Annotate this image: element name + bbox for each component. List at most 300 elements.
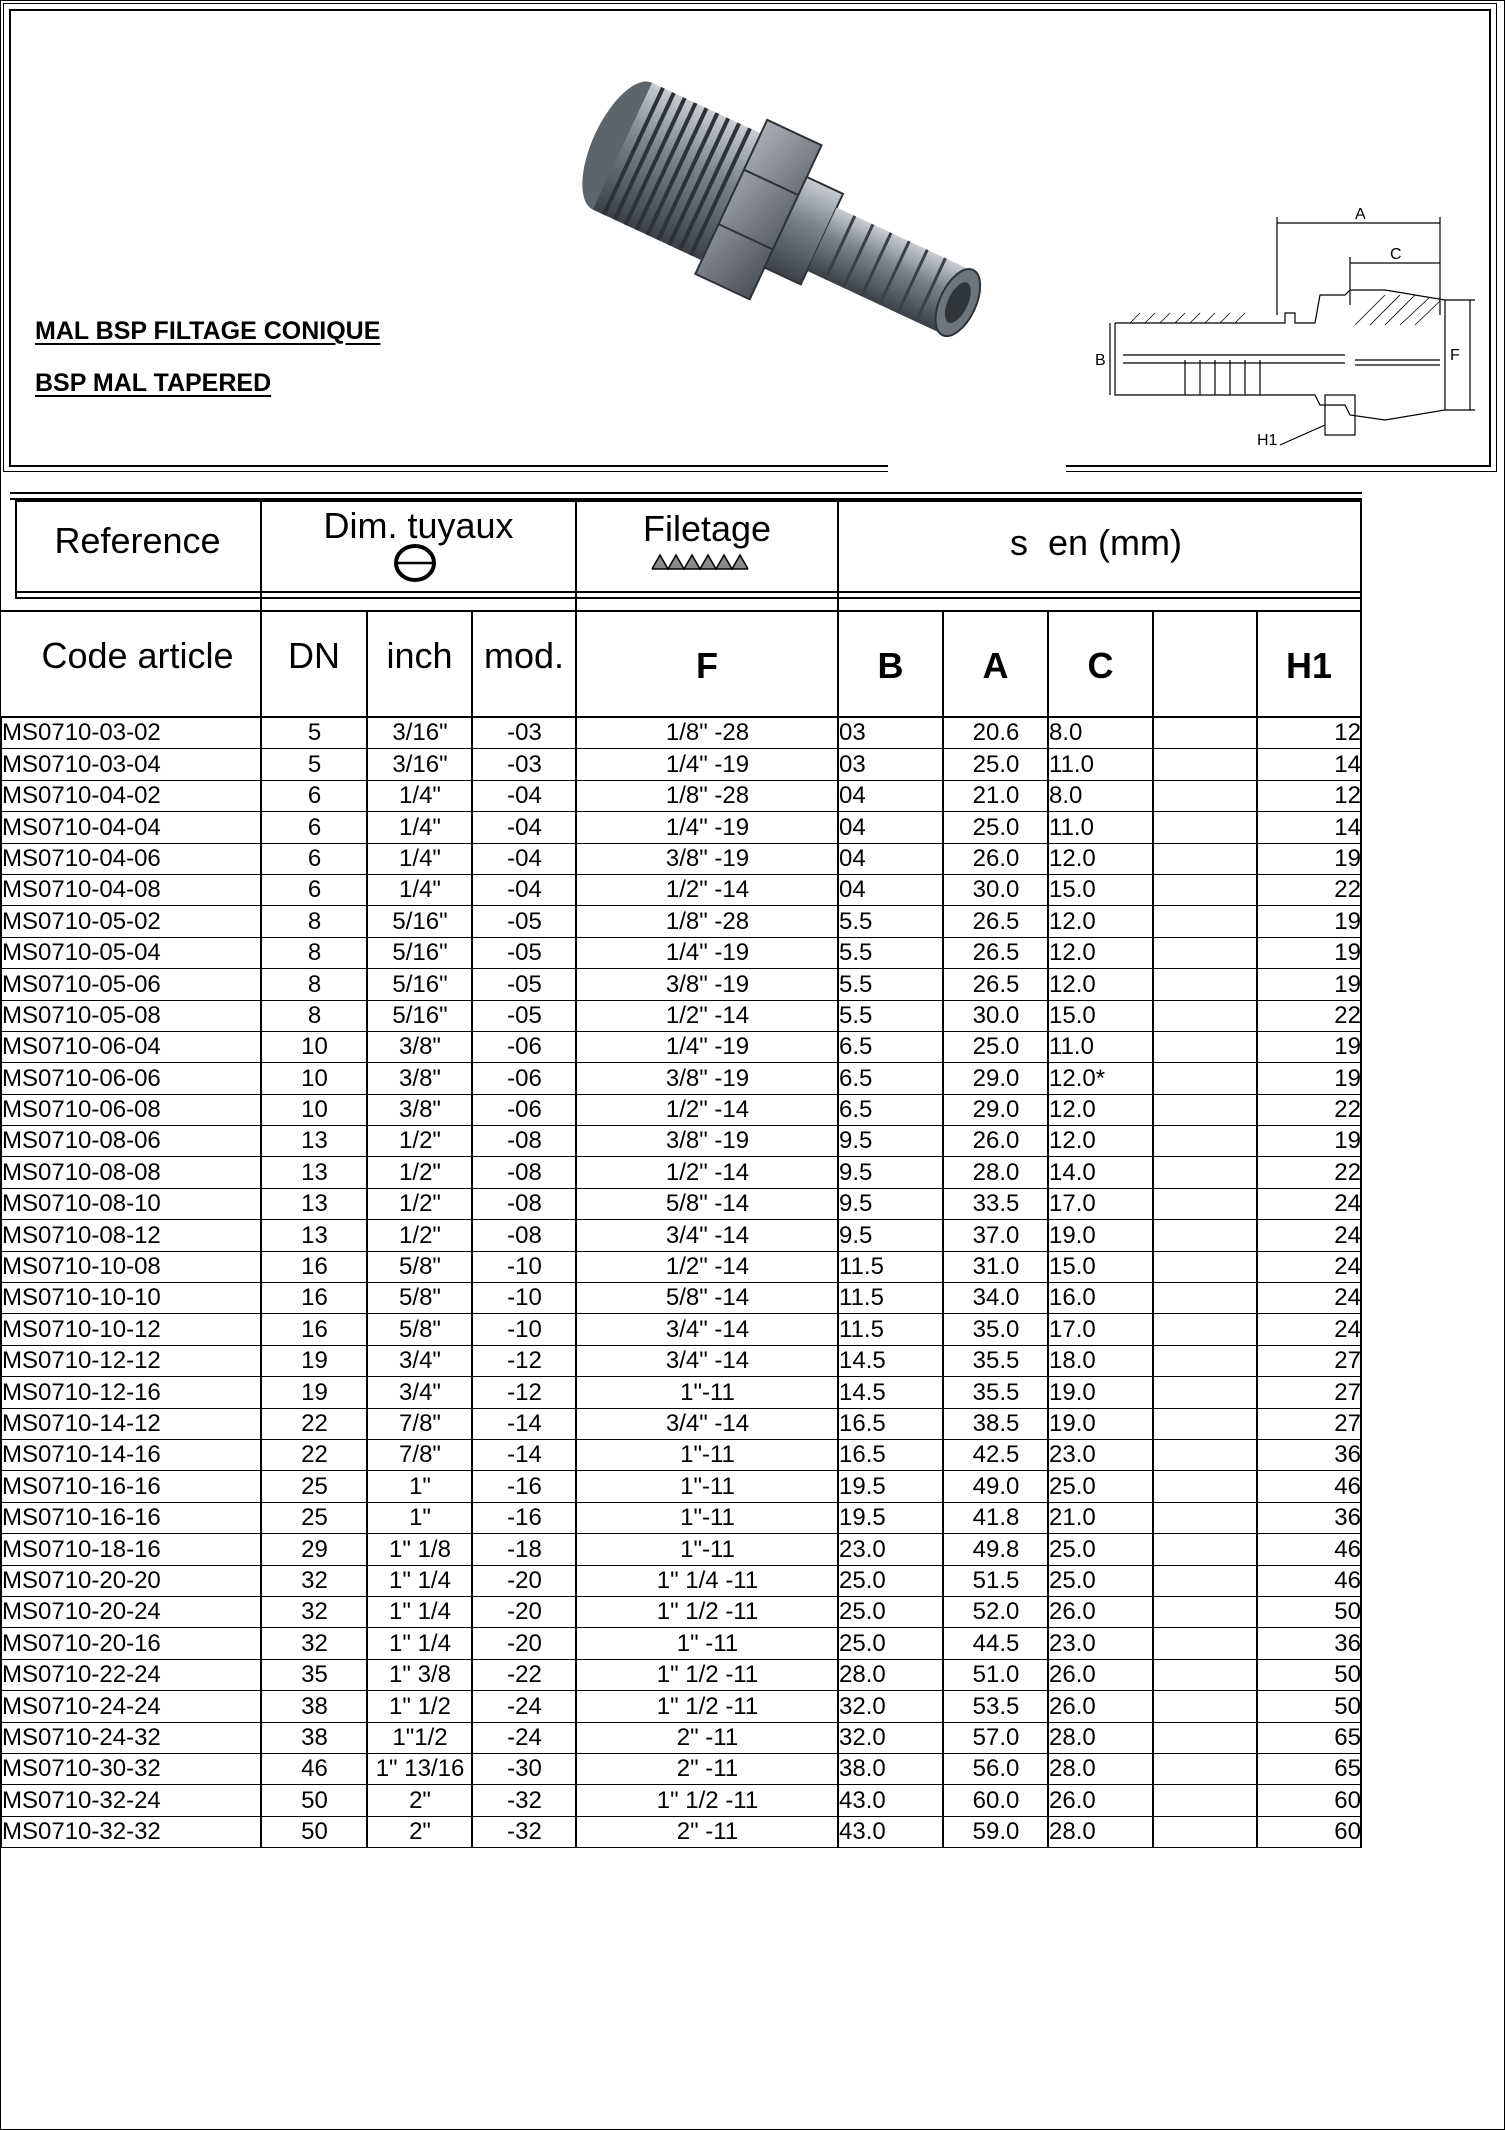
cell-blank — [1154, 1408, 1258, 1439]
cell-blank — [1154, 780, 1258, 811]
cell-b: 04 — [839, 874, 944, 905]
cell-dn: 8 — [262, 937, 368, 968]
cell-code: MS0710-08-06 — [2, 1126, 262, 1157]
header-inch: inch — [386, 635, 453, 676]
cell-b: 04 — [839, 812, 944, 843]
cell-mod: -24 — [473, 1691, 577, 1722]
cell-c: 15.0 — [1049, 1000, 1154, 1031]
cell-blank — [1154, 843, 1258, 874]
cell-mod: -12 — [473, 1345, 577, 1376]
header-dn: DN — [288, 635, 340, 676]
cell-code: MS0710-16-16 — [2, 1502, 262, 1533]
cell-b: 9.5 — [839, 1126, 944, 1157]
cell-dn: 32 — [262, 1565, 368, 1596]
cell-h1: 60 — [1258, 1816, 1362, 1847]
cell-a: 29.0 — [944, 1094, 1049, 1125]
cell-blank — [1154, 1251, 1258, 1282]
cell-mod: -04 — [473, 843, 577, 874]
cell-b: 03 — [839, 718, 944, 749]
cell-dn: 19 — [262, 1377, 368, 1408]
cell-dn: 13 — [262, 1220, 368, 1251]
cell-code: MS0710-05-08 — [2, 1000, 262, 1031]
cell-f: 1"-11 — [577, 1502, 839, 1533]
header-filetage: Filetage — [642, 508, 772, 549]
table-row — [2, 1157, 1362, 1188]
table-row — [2, 1753, 1362, 1784]
cell-f: 3/4" -14 — [577, 1314, 839, 1345]
cell-a: 30.0 — [944, 1000, 1049, 1031]
rule — [15, 591, 1362, 593]
table-row — [2, 1188, 1362, 1219]
table-row — [2, 780, 1362, 811]
rule — [10, 492, 1362, 494]
cell-blank — [1154, 1659, 1258, 1690]
cell-c: 25.0 — [1049, 1534, 1154, 1565]
cell-h1: 22 — [1258, 1000, 1362, 1031]
cell-inch: 3/4" — [368, 1345, 473, 1376]
cell-dn: 6 — [262, 843, 368, 874]
cell-inch: 5/8" — [368, 1314, 473, 1345]
cell-inch: 1/2" — [368, 1188, 473, 1219]
cell-code: MS0710-04-02 — [2, 780, 262, 811]
cell-b: 23.0 — [839, 1534, 944, 1565]
table-row — [2, 874, 1362, 905]
cell-c: 12.0 — [1049, 906, 1154, 937]
cell-mod: -08 — [473, 1220, 577, 1251]
cell-b: 32.0 — [839, 1691, 944, 1722]
cell-a: 41.8 — [944, 1502, 1049, 1533]
header-a: A — [982, 645, 1009, 686]
table-row — [2, 1314, 1362, 1345]
cell-dn: 6 — [262, 874, 368, 905]
cell-code: MS0710-05-04 — [2, 937, 262, 968]
cell-mod: -05 — [473, 937, 577, 968]
cell-blank — [1154, 1000, 1258, 1031]
cell-dn: 32 — [262, 1628, 368, 1659]
cell-b: 28.0 — [839, 1659, 944, 1690]
cell-dn: 16 — [262, 1283, 368, 1314]
cell-mod: -10 — [473, 1314, 577, 1345]
cell-h1: 22 — [1258, 874, 1362, 905]
cell-f: 2" -11 — [577, 1753, 839, 1784]
cell-f: 1"-11 — [577, 1377, 839, 1408]
cell-dn: 8 — [262, 1000, 368, 1031]
cell-h1: 19 — [1258, 1126, 1362, 1157]
cell-a: 42.5 — [944, 1439, 1049, 1470]
cell-b: 9.5 — [839, 1157, 944, 1188]
cell-h1: 12 — [1258, 718, 1362, 749]
cell-blank — [1154, 1471, 1258, 1502]
cell-f: 3/4" -14 — [577, 1345, 839, 1376]
table-row — [2, 1596, 1362, 1627]
cell-a: 37.0 — [944, 1220, 1049, 1251]
cell-f: 1/2" -14 — [577, 874, 839, 905]
cell-blank — [1154, 906, 1258, 937]
cell-mod: -14 — [473, 1408, 577, 1439]
table-row — [2, 1439, 1362, 1470]
header-c: C — [1087, 645, 1114, 686]
drawing-label-f: F — [1450, 347, 1460, 364]
table-row — [2, 969, 1362, 1000]
cell-a: 35.5 — [944, 1377, 1049, 1408]
cell-f: 1" 1/2 -11 — [577, 1659, 839, 1690]
table-row — [2, 1471, 1362, 1502]
cell-c: 15.0 — [1049, 1251, 1154, 1282]
cell-inch: 1" 1/8 — [368, 1534, 473, 1565]
cell-f: 3/8" -19 — [577, 1063, 839, 1094]
cell-inch: 5/8" — [368, 1251, 473, 1282]
cell-dn: 10 — [262, 1063, 368, 1094]
cell-b: 5.5 — [839, 906, 944, 937]
cell-dn: 35 — [262, 1659, 368, 1690]
cell-mod: -24 — [473, 1722, 577, 1753]
cell-a: 60.0 — [944, 1785, 1049, 1816]
cell-b: 19.5 — [839, 1471, 944, 1502]
cell-mod: -08 — [473, 1157, 577, 1188]
cell-f: 1/4" -19 — [577, 812, 839, 843]
header-reference: Reference — [54, 520, 221, 561]
cell-h1: 19 — [1258, 1031, 1362, 1062]
cell-mod: -08 — [473, 1126, 577, 1157]
cell-a: 26.5 — [944, 969, 1049, 1000]
table-row — [2, 1220, 1362, 1251]
cell-dn: 16 — [262, 1251, 368, 1282]
cell-code: MS0710-18-16 — [2, 1534, 262, 1565]
cell-b: 43.0 — [839, 1785, 944, 1816]
cell-mod: -06 — [473, 1031, 577, 1062]
cell-c: 12.0 — [1049, 969, 1154, 1000]
cell-b: 11.5 — [839, 1314, 944, 1345]
cell-dn: 5 — [262, 749, 368, 780]
table-row — [2, 1377, 1362, 1408]
cell-code: MS0710-04-06 — [2, 843, 262, 874]
table-row — [2, 1031, 1362, 1062]
cell-blank — [1154, 1628, 1258, 1659]
cell-code: MS0710-32-32 — [2, 1816, 262, 1847]
cell-code: MS0710-30-32 — [2, 1753, 262, 1784]
cell-blank — [1154, 1188, 1258, 1219]
cell-code: MS0710-05-06 — [2, 969, 262, 1000]
table-row — [2, 906, 1362, 937]
cell-dn: 13 — [262, 1126, 368, 1157]
cell-f: 1/2" -14 — [577, 1251, 839, 1282]
cell-code: MS0710-10-08 — [2, 1251, 262, 1282]
cell-inch: 1" 3/8 — [368, 1659, 473, 1690]
cell-code: MS0710-22-24 — [2, 1659, 262, 1690]
cell-h1: 65 — [1258, 1722, 1362, 1753]
cell-inch: 1" 13/16 — [368, 1753, 473, 1784]
cell-mod: -12 — [473, 1377, 577, 1408]
header-dim-tuyaux: Dim. tuyaux — [323, 505, 514, 546]
cell-dn: 16 — [262, 1314, 368, 1345]
cell-inch: 5/16" — [368, 1000, 473, 1031]
cell-c: 14.0 — [1049, 1157, 1154, 1188]
drawing-label-b: B — [1095, 352, 1106, 369]
cell-dn: 8 — [262, 906, 368, 937]
cell-c: 28.0 — [1049, 1753, 1154, 1784]
cell-inch: 7/8" — [368, 1439, 473, 1470]
cell-inch: 3/8" — [368, 1094, 473, 1125]
cell-h1: 22 — [1258, 1094, 1362, 1125]
cell-b: 38.0 — [839, 1753, 944, 1784]
cell-b: 9.5 — [839, 1220, 944, 1251]
table-row — [2, 1283, 1362, 1314]
cell-a: 51.5 — [944, 1565, 1049, 1596]
cell-a: 25.0 — [944, 749, 1049, 780]
cell-f: 3/4" -14 — [577, 1408, 839, 1439]
cell-f: 2" -11 — [577, 1722, 839, 1753]
cell-inch: 1" 1/2 — [368, 1691, 473, 1722]
cell-b: 5.5 — [839, 937, 944, 968]
cell-mod: -20 — [473, 1628, 577, 1659]
cell-h1: 24 — [1258, 1251, 1362, 1282]
header-mod: mod. — [483, 635, 565, 676]
cell-h1: 19 — [1258, 969, 1362, 1000]
table-row — [2, 1063, 1362, 1094]
cell-dn: 19 — [262, 1345, 368, 1376]
cell-b: 04 — [839, 843, 944, 874]
cell-f: 1" 1/2 -11 — [577, 1691, 839, 1722]
cell-mod: -22 — [473, 1659, 577, 1690]
cell-blank — [1154, 1031, 1258, 1062]
cell-blank — [1154, 1157, 1258, 1188]
cell-code: MS0710-32-24 — [2, 1785, 262, 1816]
cell-a: 52.0 — [944, 1596, 1049, 1627]
cell-c: 8.0 — [1049, 780, 1154, 811]
cell-inch: 1/4" — [368, 843, 473, 874]
fitting-product-image — [575, 60, 1055, 360]
cell-inch: 1"1/2 — [368, 1722, 473, 1753]
cell-f: 3/8" -19 — [577, 969, 839, 1000]
cell-blank — [1154, 1502, 1258, 1533]
cell-c: 26.0 — [1049, 1785, 1154, 1816]
cell-blank — [1154, 1596, 1258, 1627]
cell-mod: -03 — [473, 718, 577, 749]
cell-blank — [1154, 937, 1258, 968]
cell-mod: -04 — [473, 874, 577, 905]
cell-h1: 36 — [1258, 1439, 1362, 1470]
cell-dn: 5 — [262, 718, 368, 749]
cell-code: MS0710-06-04 — [2, 1031, 262, 1062]
cell-b: 11.5 — [839, 1251, 944, 1282]
cell-a: 51.0 — [944, 1659, 1049, 1690]
cell-a: 21.0 — [944, 780, 1049, 811]
table-row — [2, 1534, 1362, 1565]
cell-code: MS0710-03-02 — [2, 718, 262, 749]
cell-blank — [1154, 1722, 1258, 1753]
cell-mod: -05 — [473, 906, 577, 937]
cell-c: 23.0 — [1049, 1628, 1154, 1659]
frame-gap — [888, 448, 1066, 520]
cell-mod: -16 — [473, 1471, 577, 1502]
cell-code: MS0710-08-12 — [2, 1220, 262, 1251]
table-row — [2, 749, 1362, 780]
cell-h1: 19 — [1258, 937, 1362, 968]
drawing-label-a: A — [1355, 206, 1366, 223]
cell-f: 1/4" -19 — [577, 1031, 839, 1062]
cell-inch: 1/4" — [368, 812, 473, 843]
cell-code: MS0710-24-24 — [2, 1691, 262, 1722]
cell-inch: 5/16" — [368, 906, 473, 937]
cell-h1: 19 — [1258, 1063, 1362, 1094]
table-row — [2, 812, 1362, 843]
cell-b: 5.5 — [839, 969, 944, 1000]
cell-c: 19.0 — [1049, 1377, 1154, 1408]
cell-a: 26.5 — [944, 937, 1049, 968]
cell-dn: 22 — [262, 1408, 368, 1439]
cell-c: 17.0 — [1049, 1188, 1154, 1219]
cell-h1: 50 — [1258, 1691, 1362, 1722]
cell-b: 32.0 — [839, 1722, 944, 1753]
cell-b: 16.5 — [839, 1408, 944, 1439]
cell-c: 21.0 — [1049, 1502, 1154, 1533]
cell-dn: 6 — [262, 780, 368, 811]
cell-dn: 13 — [262, 1157, 368, 1188]
cell-inch: 1/4" — [368, 874, 473, 905]
cell-a: 44.5 — [944, 1628, 1049, 1659]
cell-dn: 10 — [262, 1094, 368, 1125]
cell-dn: 13 — [262, 1188, 368, 1219]
cell-inch: 2" — [368, 1785, 473, 1816]
table-row — [2, 1000, 1362, 1031]
table-row — [2, 1345, 1362, 1376]
cell-code: MS0710-05-02 — [2, 906, 262, 937]
cell-dn: 50 — [262, 1785, 368, 1816]
cell-a: 31.0 — [944, 1251, 1049, 1282]
cell-mod: -06 — [473, 1094, 577, 1125]
cell-b: 03 — [839, 749, 944, 780]
cell-a: 26.0 — [944, 1126, 1049, 1157]
cell-b: 6.5 — [839, 1063, 944, 1094]
cell-blank — [1154, 1345, 1258, 1376]
cell-inch: 3/16" — [368, 749, 473, 780]
cell-inch: 1" — [368, 1502, 473, 1533]
cell-c: 16.0 — [1049, 1283, 1154, 1314]
cell-c: 12.0* — [1049, 1063, 1154, 1094]
cell-blank — [1154, 1565, 1258, 1596]
cell-inch: 1/4" — [368, 780, 473, 811]
cell-inch: 1" — [368, 1471, 473, 1502]
cell-inch: 3/4" — [368, 1377, 473, 1408]
cell-c: 18.0 — [1049, 1345, 1154, 1376]
cell-h1: 65 — [1258, 1753, 1362, 1784]
title-english: BSP MAL TAPERED — [35, 369, 272, 397]
title-french: MAL BSP FILTAGE CONIQUE — [35, 317, 381, 345]
cell-code: MS0710-08-08 — [2, 1157, 262, 1188]
cell-a: 35.0 — [944, 1314, 1049, 1345]
cell-a: 57.0 — [944, 1722, 1049, 1753]
cell-inch: 1" 1/4 — [368, 1596, 473, 1627]
cell-b: 04 — [839, 780, 944, 811]
cell-blank — [1154, 1094, 1258, 1125]
cell-mod: -10 — [473, 1251, 577, 1282]
cell-blank — [1154, 1283, 1258, 1314]
cell-code: MS0710-06-06 — [2, 1063, 262, 1094]
cell-h1: 27 — [1258, 1377, 1362, 1408]
table-row — [2, 1722, 1362, 1753]
header-code-article: Code article — [41, 635, 234, 676]
cell-c: 12.0 — [1049, 1094, 1154, 1125]
cell-a: 56.0 — [944, 1753, 1049, 1784]
cell-blank — [1154, 1063, 1258, 1094]
cell-h1: 46 — [1258, 1471, 1362, 1502]
cell-code: MS0710-12-12 — [2, 1345, 262, 1376]
cell-mod: -16 — [473, 1502, 577, 1533]
cell-h1: 22 — [1258, 1157, 1362, 1188]
table-row — [2, 1691, 1362, 1722]
cell-code: MS0710-20-20 — [2, 1565, 262, 1596]
cell-a: 38.5 — [944, 1408, 1049, 1439]
cell-h1: 24 — [1258, 1283, 1362, 1314]
cell-code: MS0710-04-08 — [2, 874, 262, 905]
cell-c: 15.0 — [1049, 874, 1154, 905]
cell-a: 26.5 — [944, 906, 1049, 937]
cell-dn: 25 — [262, 1502, 368, 1533]
fitting-section-drawing — [1085, 195, 1485, 455]
diameter-icon — [393, 543, 437, 583]
cell-blank — [1154, 1753, 1258, 1784]
cell-h1: 24 — [1258, 1220, 1362, 1251]
cell-a: 25.0 — [944, 812, 1049, 843]
cell-blank — [1154, 1816, 1258, 1847]
cell-code: MS0710-16-16 — [2, 1471, 262, 1502]
dimensions-table — [1, 717, 1362, 1848]
cell-f: 5/8" -14 — [577, 1188, 839, 1219]
cell-f: 2" -11 — [577, 1816, 839, 1847]
cell-f: 1"-11 — [577, 1534, 839, 1565]
cell-a: 35.5 — [944, 1345, 1049, 1376]
cell-b: 19.5 — [839, 1502, 944, 1533]
cell-code: MS0710-04-04 — [2, 812, 262, 843]
cell-b: 25.0 — [839, 1565, 944, 1596]
table-row — [2, 1094, 1362, 1125]
cell-h1: 46 — [1258, 1565, 1362, 1596]
rule — [15, 500, 1362, 502]
table-row — [2, 1502, 1362, 1533]
cell-blank — [1154, 718, 1258, 749]
cell-blank — [1154, 1691, 1258, 1722]
cell-b: 5.5 — [839, 1000, 944, 1031]
cell-dn: 38 — [262, 1691, 368, 1722]
cell-mod: -32 — [473, 1816, 577, 1847]
cell-dn: 46 — [262, 1753, 368, 1784]
header-dimensions: s en (mm) — [1010, 522, 1183, 563]
table-row — [2, 1659, 1362, 1690]
cell-dn: 38 — [262, 1722, 368, 1753]
cell-f: 1/2" -14 — [577, 1157, 839, 1188]
cell-h1: 36 — [1258, 1502, 1362, 1533]
cell-f: 1" 1/2 -11 — [577, 1785, 839, 1816]
cell-h1: 12 — [1258, 780, 1362, 811]
cell-mod: -08 — [473, 1188, 577, 1219]
cell-blank — [1154, 1439, 1258, 1470]
cell-b: 43.0 — [839, 1816, 944, 1847]
cell-code: MS0710-03-04 — [2, 749, 262, 780]
cell-inch: 7/8" — [368, 1408, 473, 1439]
cell-h1: 14 — [1258, 812, 1362, 843]
cell-h1: 60 — [1258, 1785, 1362, 1816]
cell-f: 3/8" -19 — [577, 1126, 839, 1157]
cell-inch: 1/2" — [368, 1157, 473, 1188]
cell-f: 1/8" -28 — [577, 906, 839, 937]
cell-inch: 2" — [368, 1816, 473, 1847]
thread-icon — [650, 551, 750, 571]
cell-a: 49.8 — [944, 1534, 1049, 1565]
cell-f: 1/4" -19 — [577, 937, 839, 968]
cell-a: 34.0 — [944, 1283, 1049, 1314]
cell-code: MS0710-10-12 — [2, 1314, 262, 1345]
table-row — [2, 1785, 1362, 1816]
